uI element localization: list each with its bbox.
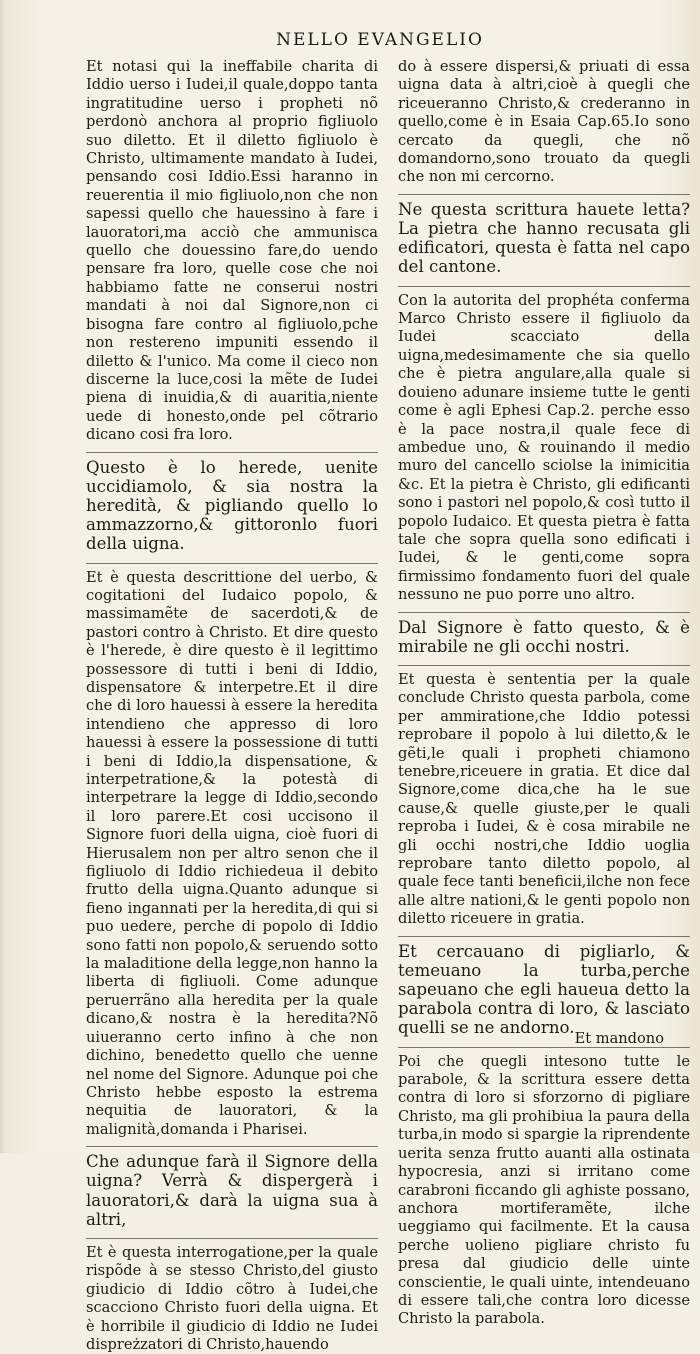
commentary-paragraph: Poi che quegli intesono tutte le parabole, & la scrittura essere detta contra di loro si sforzorno di pigliare Christo, ma gli prohibiua la paura della turba,in modo si spargie la riprendente uerita senza frutto auanti alla ostinata hypocresia, anzi si irritano come carabroni ficcando gli aghiste possano, anchora mortiferamẽte, ilche ueggiamo qui facilmente. Et la causa perche uolieno pigliare christo fu presa dal giudicio delle uinte conscientie, le quali uinte, intendeuano di essere tali,che contra loro dicesse Christo la parabola. [398, 1047, 690, 1329]
right-column [398, 58, 691, 1328]
gospel-lemma: Ne questa scrittura hauete letta? La pietra che hanno recusata gli edificatori, questa è fatta nel capo del cantone. [398, 194, 690, 277]
commentary-paragraph: Et è questa descrittione del uerbo, & cogitationi del Iudaico popolo, & massimamẽte de sacerdoti,& de pastori contro à Christo. Et dire questo è l'herede, è dire questo è il legittimo possessore di tutti i beni di Iddio, dispensatore & interpetre.Et il dire che di loro hauessi à essere la heredita intendieno che appresso di loro hauessi à essere la possessione di tutti i beni di Iddio,la dispensatione, & interpetratione,& la potestà di interpetrare la legge di Iddio,secondo il loro parere.Et cosi uccisono il Signore fuori della uigna, cioè fuori di Hierusalem non per altro senon che il figliuolo di Iddio richiedeua il debito frutto della uigna.Quanto adunque si fieno ingannati per la heredita,di qui si puo uedere, perche di popolo di Iddio sono fatti non popolo,& seruendo sotto la maladitione della legge,non hanno la liberta di figliuoli. Come adunque peruerrãno alla heredita per la quale dicano,& nostra è la heredita?Nõ uiueranno certo infino à che non dichino, benedetto quello che uenne nel nome del Signore. Adunque poi che Christo hebbe esposto la estrema nequitia de lauoratori, & la malignità,domanda i Pharisei. [86, 563, 378, 1140]
commentary-paragraph: do à essere dispersi,& priuati di essa uigna data à altri,cioè à quegli che riceueranno Christo,& crederanno in quello,come è in Esaia Cap.65.Io sono cercato da quegli, che nõ domandorno,sono trouato da quegli che non mi cercorno. [398, 58, 690, 186]
commentary-paragraph: Et questa è sententia per la quale conclude Christo questa parbola, come per ammiratione,che Iddio potessi reprobare il popolo à lui diletto,& le gẽti,le quali i propheti chiamono tenebre,riceuere in gratia. Et dice dal Signore,come dica,che ha le sue cause,& quelle giuste,per le quali reproba i Iudei, & è cosa mirabile ne gli occhi nostri,che Iddio uoglia reprobare tanto diletto popolo, al quale fece tanti beneficii,ilche non fece alle altre nationi,& le genti popolo non diletto riceuere in gratia. [398, 665, 690, 929]
gospel-lemma: Che adunque farà il Signore della uigna? Verrà & dispergerà i lauoratori,& darà la uigna sua à altri, [86, 1146, 378, 1229]
gospel-lemma: Questo è lo herede, uenite uccidiamolo, & sia nostra la heredità, & pigliando quello lo ammazzorno,& gittoronlo fuori della uigna. [86, 452, 378, 554]
running-title: NELLO EVANGELIO [276, 30, 484, 50]
gospel-lemma: Dal Signore è fatto questo, & è mirabile ne gli occhi nostri. [398, 612, 690, 656]
page-fold-shadow [0, 0, 6, 1153]
commentary-paragraph: Et notasi qui la ineffabile charita di Iddio uerso i Iudei,il quale,doppo tanta ingratitudine uerso i propheti nõ perdonò anchora al proprio figliuolo suo diletto. Et il diletto figliuolo è Christo, ultimamente mandato à Iudei, pensando cosi Iddio.Essi haranno in reuerentia il mio figliuolo,non che non sapessi quello che hauessino à fare i lauoratori,ma acciò che ammunisca quello che douessino fare,do uendo pensare fra loro, quelle cose che noi habbiamo fatte ne conserui nostri mandati à noi dal Signore,non ci bisogna fare contro al figliuolo,pche non restereno impuniti essendo il diletto & l'unico. Ma come il cieco non discerne la luce,cosi la mẽte de Iudei piena di inuidia,& di auaritia,niente uede di honesto,onde pel cõtrario dicano cosi fra loro. [86, 58, 378, 444]
commentary-paragraph: Con la autorita del prophéta conferma Marco Christo essere il figliuolo da Iudei scacciato della uigna,medesimamente che sia quello che è pietra angulare,alla quale si douieno adunare insieme tutte le genti come è agli Ephesi Cap.2. perche esso è la pace nostra,il quale fece di ambedue uno, & rouinando il medio muro del cancello sciolse la inimicitia &c. Et la pietra è Christo, gli edificanti sono i pastori nel popolo,& così tutto il popolo Iudaico. Et questa pietra è fatta tale che sopra quella sono edificati i Iudei, & le genti,come sopra firmissimo fondamento fuori del quale nessuno ne puo porre uno altro. [398, 286, 690, 605]
left-column [86, 58, 378, 1353]
gospel-lemma: Et cercauano di pigliarlo, & temeuano la turba,perche sapeuano che egli haueua detto la parabola contra di loro, & lasciato quelli se ne andorno. [398, 936, 690, 1038]
catchword: Et mandono [574, 1030, 664, 1047]
commentary-paragraph: Et è questa interrogatione,per la quale rispõde à se stesso Christo,del giusto giudicio di Iddio cõtro à Iudei,che scacciono Christo fuori della uigna. Et è horribile il giudicio di Iddio ne Iudei dispreżzatori di Christo,hauendo [86, 1238, 378, 1354]
